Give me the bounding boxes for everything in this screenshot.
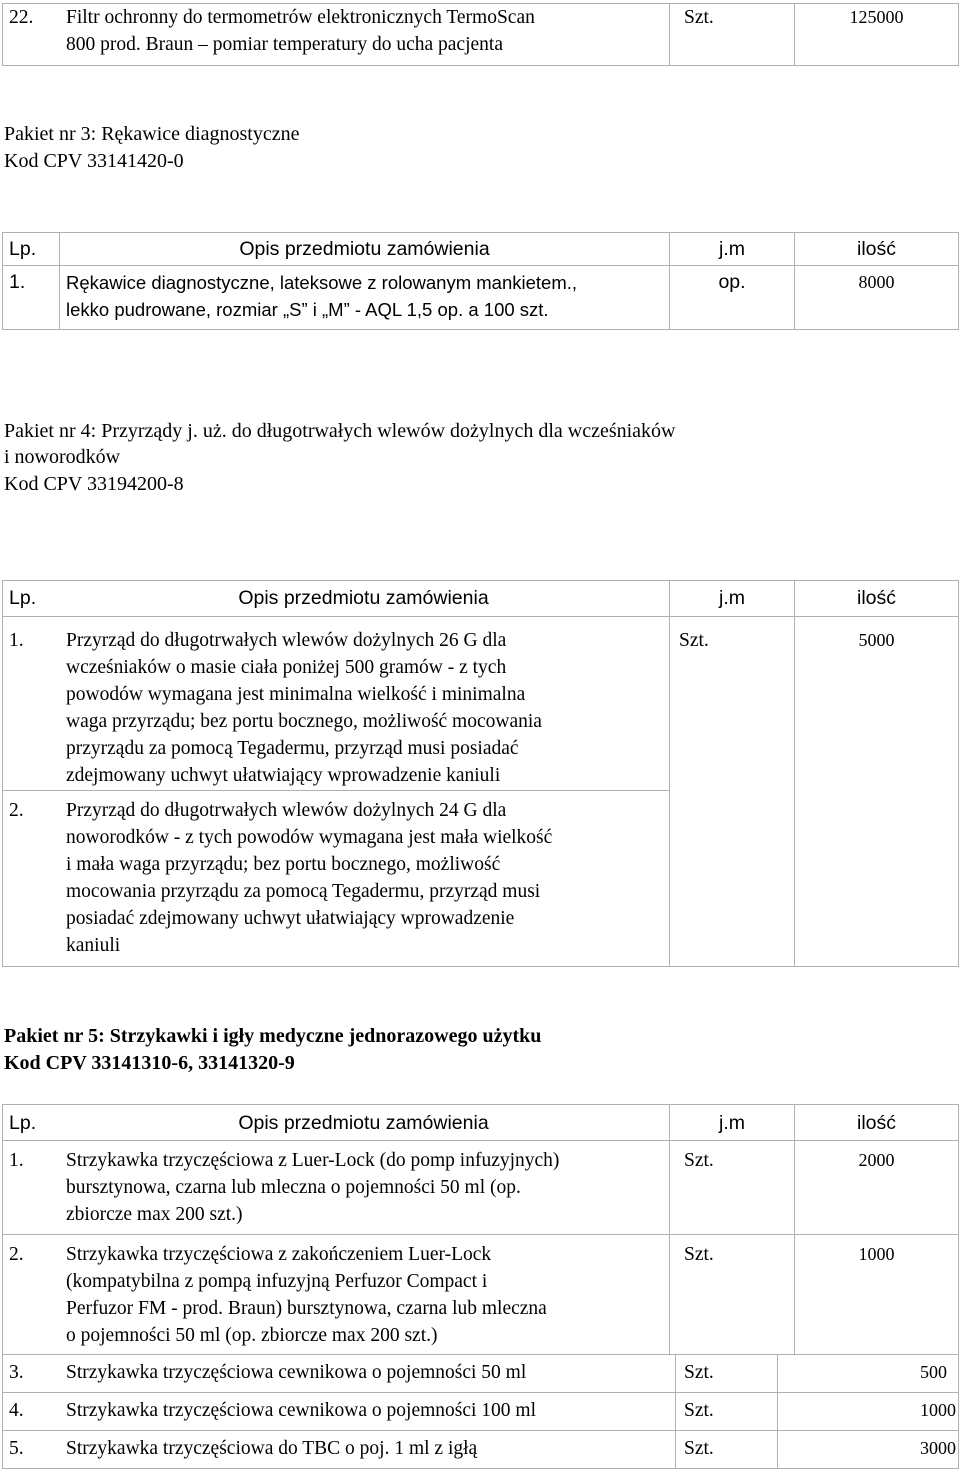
desc-line: 800 prod. Braun – pomiar temperatury do ucha pacjenta	[66, 34, 503, 55]
header-opis: Opis przedmiotu zamówienia	[238, 587, 489, 609]
row-number: 1.	[9, 630, 24, 651]
unit-cell: Szt.	[670, 617, 795, 967]
desc-cell	[3, 617, 670, 791]
desc-line: Perfuzor FM - prod. Braun) bursztynowa, czarna lub mleczna	[66, 1298, 547, 1319]
pakiet5-title: Pakiet nr 5: Strzykawki i igły medyczne jednorazowego użytku	[4, 1025, 542, 1047]
header-jm: j.m	[670, 1105, 795, 1141]
desc-cell	[3, 1431, 676, 1469]
header-ilosc: ilość	[795, 233, 959, 266]
table-pakiet4	[2, 580, 959, 967]
desc-cell	[3, 1355, 676, 1393]
desc-line: zdejmowany uchwyt ułatwiający wprowadzenie kaniuli	[66, 765, 501, 786]
row-number: 22.	[9, 7, 34, 28]
header-jm: j.m	[670, 233, 795, 266]
desc-line: Przyrząd do długotrwałych wlewów dożylnych 24 G dla	[66, 800, 507, 821]
table-pakiet3	[2, 232, 959, 330]
header-opis: Opis przedmiotu zamówienia	[60, 233, 670, 266]
desc-line: Strzykawka trzyczęściowa cewnikowa o pojemności 50 ml	[66, 1362, 527, 1383]
header-lp-opis-cell	[3, 1105, 670, 1141]
desc-line: wcześniaków o masie ciała poniżej 500 gramów - z tych	[66, 657, 507, 678]
desc-line: posiadać zdejmowany uchwyt ułatwiający wprowadzenie	[66, 908, 515, 929]
header-lp-opis-cell	[3, 581, 670, 617]
table-row	[3, 1141, 959, 1235]
table-row	[3, 1431, 959, 1469]
table-header-row	[3, 581, 959, 617]
desc-line: przyrządu za pomocą Tegadermu, przyrząd musi posiadać	[66, 738, 519, 759]
desc-line: o pojemności 50 ml (op. zbiorcze max 200 szt.)	[66, 1325, 438, 1346]
quantity-cell: 8000	[795, 266, 959, 330]
unit-cell: Szt.	[670, 1235, 795, 1355]
desc-line: waga przyrządu; bez portu bocznego, możliwość mocowania	[66, 711, 542, 732]
desc-line: Rękawice diagnostyczne, lateksowe z rolowanym mankietem.,	[66, 272, 578, 293]
header-ilosc: ilość	[795, 581, 959, 617]
table-row	[3, 1355, 959, 1393]
row-number: 5.	[9, 1438, 24, 1459]
desc-line: Filtr ochronny do termometrów elektronicznych TermoScan	[66, 7, 535, 28]
header-lp: Lp.	[9, 1112, 37, 1134]
header-lp: Lp.	[3, 233, 60, 266]
header-lp: Lp.	[9, 587, 37, 609]
desc-line: Strzykawka trzyczęściowa z Luer-Lock (do pomp infuzyjnych)	[66, 1150, 560, 1171]
row-number: 3.	[9, 1362, 24, 1383]
pakiet4-title-line1: Pakiet nr 4: Przyrządy j. uż. do długotrwałych wlewów dożylnych dla wcześniaków	[4, 420, 676, 442]
unit-cell: op.	[670, 266, 795, 330]
desc-cell	[3, 1141, 670, 1235]
desc-line: Strzykawka trzyczęściowa do TBC o poj. 1 ml z igłą	[66, 1438, 478, 1459]
pakiet4-cpv: Kod CPV 33194200-8	[4, 473, 184, 495]
row-number: 2.	[9, 800, 24, 821]
header-jm: j.m	[670, 581, 795, 617]
row-number: 4.	[9, 1400, 24, 1421]
unit-cell: Szt.	[676, 1431, 778, 1469]
table-header-row	[3, 233, 959, 266]
desc-line: powodów wymagana jest minimalna wielkość i minimalna	[66, 684, 526, 705]
unit-cell: Szt.	[676, 1393, 778, 1431]
pakiet3-cpv: Kod CPV 33141420-0	[4, 150, 184, 172]
desc-line: lekko pudrowane, rozmiar „S” i „M” - AQL 1,5 op. a 100 szt.	[66, 299, 549, 320]
desc-cell	[3, 4, 670, 66]
pakiet3-title: Pakiet nr 3: Rękawice diagnostyczne	[4, 123, 300, 145]
header-ilosc: ilość	[795, 1105, 959, 1141]
quantity-cell: 125000	[795, 4, 959, 66]
quantity-cell: 1000	[778, 1393, 959, 1431]
pakiet4-title-line2: i noworodków	[4, 446, 121, 468]
desc-line: Strzykawka trzyczęściowa z zakończeniem Luer-Lock	[66, 1244, 492, 1265]
table-header-row	[3, 1105, 959, 1141]
table-row	[3, 266, 959, 330]
desc-line: noworodków - z tych powodów wymagana jest mała wielkość	[66, 827, 553, 848]
desc-cell	[3, 791, 670, 967]
desc-line: bursztynowa, czarna lub mleczna o pojemności 50 ml (op.	[66, 1177, 521, 1198]
quantity-cell: 1000	[795, 1235, 959, 1355]
unit-cell: Szt.	[676, 1355, 778, 1393]
desc-line: mocowania przyrządu za pomocą Tegadermu, przyrząd musi	[66, 881, 541, 902]
header-opis: Opis przedmiotu zamówienia	[238, 1112, 489, 1134]
desc-cell	[3, 1393, 676, 1431]
table-row	[3, 1235, 959, 1355]
desc-cell	[3, 1235, 670, 1355]
desc-line: kaniuli	[66, 935, 121, 956]
desc-line: Przyrząd do długotrwałych wlewów dożylnych 26 G dla	[66, 630, 507, 651]
unit-cell: Szt.	[670, 4, 795, 66]
table-row	[3, 1393, 959, 1431]
desc-cell	[60, 266, 670, 330]
table-row	[3, 617, 959, 791]
table-pakiet5	[2, 1104, 959, 1355]
desc-line: zbiorcze max 200 szt.)	[66, 1204, 243, 1225]
row-number: 1.	[3, 266, 60, 330]
unit-cell: Szt.	[670, 1141, 795, 1235]
row-number: 2.	[9, 1244, 24, 1265]
desc-line: Strzykawka trzyczęściowa cewnikowa o pojemności 100 ml	[66, 1400, 537, 1421]
table-row	[3, 4, 959, 66]
table-pakiet2-tail	[2, 3, 959, 66]
desc-line: i mała waga przyrządu; bez portu bocznego, możliwość	[66, 854, 501, 875]
quantity-cell: 5000	[795, 617, 959, 967]
table-pakiet5-lower	[2, 1354, 959, 1469]
quantity-cell: 3000	[778, 1431, 959, 1469]
desc-line: (kompatybilna z pompą infuzyjną Perfuzor Compact i	[66, 1271, 488, 1292]
quantity-cell: 500	[778, 1355, 959, 1393]
row-number: 1.	[9, 1150, 24, 1171]
quantity-cell: 2000	[795, 1141, 959, 1235]
pakiet5-cpv: Kod CPV 33141310-6, 33141320-9	[4, 1052, 295, 1074]
